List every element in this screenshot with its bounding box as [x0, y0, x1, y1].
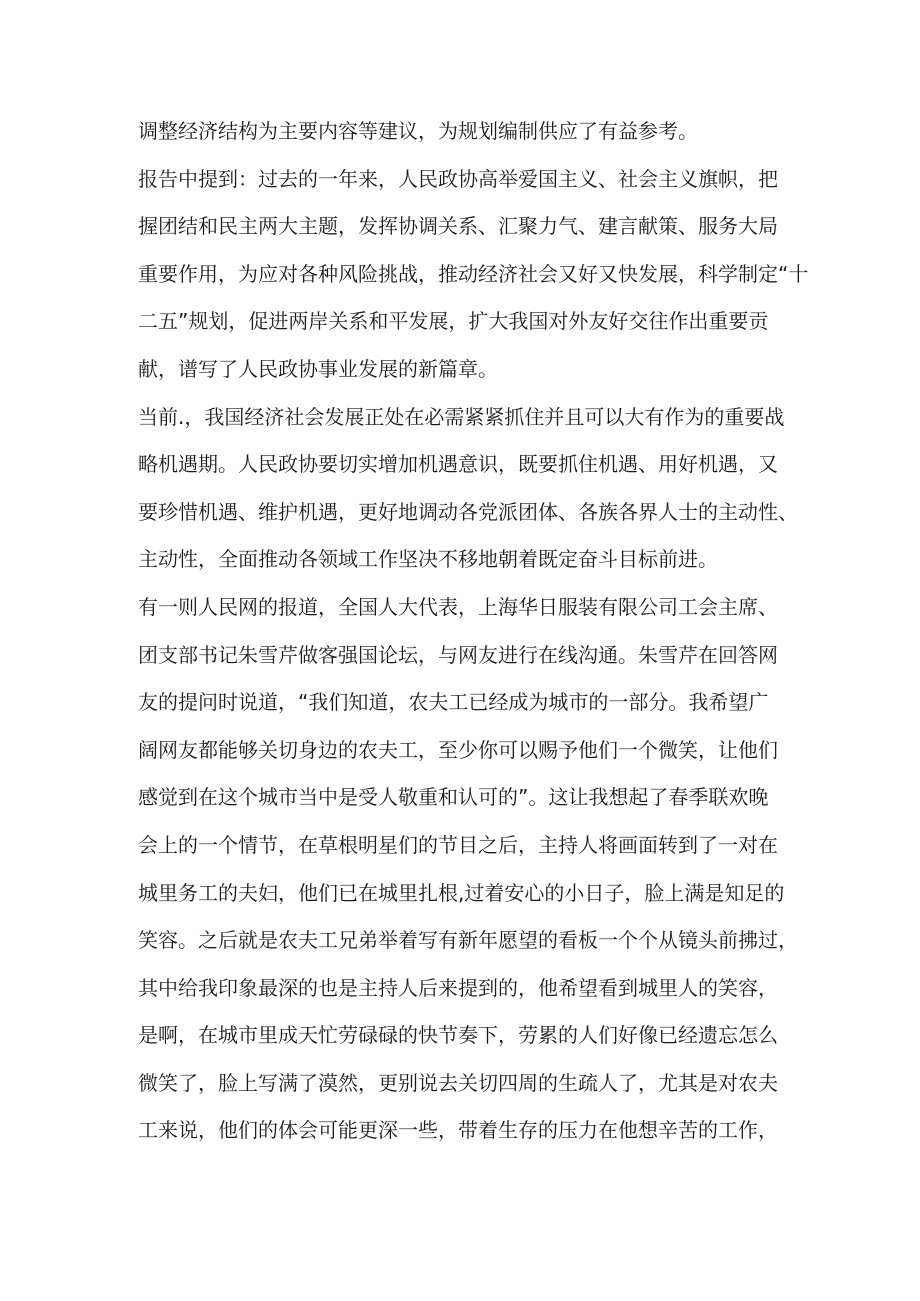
text-line: 二五”规划，促进两岸关系和平发展，扩大我国对外友好交往作出重要贡 [138, 309, 769, 334]
text-line: 当前.，我国经济社会发展正处在必需紧紧抓住并且可以大有作为的重要战 [138, 404, 785, 429]
text-line: 握团结和民主两大主题，发挥协调关系、汇聚力气、建言献策、服务大局 [138, 214, 778, 239]
text-line: 城里务工的夫妇，他们已在城里扎根,过着安心的小日子，脸上满是知足的 [138, 880, 785, 905]
text-line: 感觉到在这个城市当中是受人敬重和认可的”。这让我想起了春季联欢晚 [138, 785, 769, 810]
text-line: 报告中提到：过去的一年来，人民政协高举爱国主义、社会主义旗帜，把 [138, 166, 778, 191]
text-line: 其中给我印象最深的也是主持人后来提到的，他希望看到城里人的笑容， [138, 975, 778, 1000]
body-text [138, 108, 809, 1155]
text-line: 会上的一个情节，在草根明星们的节目之后，主持人将画面转到了一对在 [138, 832, 778, 857]
text-line: 主动性，全面推动各领域工作坚决不移地朝着既定奋斗目标前进。 [138, 547, 718, 572]
text-line: 是啊，在城市里成天忙劳碌碌的快节奏下，劳累的人们好像已经遗忘怎么 [138, 1023, 778, 1048]
text-line: 笑容。之后就是农夫工兄弟举着写有新年愿望的看板一个个从镜头前拂过， [138, 928, 798, 953]
text-line: 阔网友都能够关切身边的农夫工，至少你可以赐予他们一个微笑，让他们 [138, 737, 778, 762]
text-line: 重要作用，为应对各种风险挑战，推动经济社会又好又快发展，科学制定“十 [138, 261, 809, 286]
text-line: 团支部书记朱雪芹做客强国论坛，与网友进行在线沟通。朱雪芹在回答网 [138, 642, 778, 667]
text-line: 略机遇期。人民政协要切实增加机遇意识，既要抓住机遇、用好机遇，又 [138, 452, 778, 477]
text-line: 要珍惜机遇、维护机遇，更好地调动各党派团体、各族各界人士的主动性、 [138, 499, 798, 524]
text-line: 献，谱写了人民政协事业发展的新篇章。 [138, 356, 498, 381]
text-line: 有一则人民网的报道，全国人大代表，上海华日服装有限公司工会主席、 [138, 594, 778, 619]
text-line: 工来说，他们的体会可能更深一些，带着生存的压力在他想辛苦的工作， [138, 1118, 778, 1143]
text-line: 友的提问时说道，“我们知道，农夫工已经成为城市的一部分。我希望广 [138, 690, 769, 715]
text-line: 调整经济结构为主要内容等建议，为规划编制供应了有益参考。 [138, 119, 698, 143]
text-line: 微笑了，脸上写满了漠然，更别说去关切四周的生疏人了，尤其是对农夫 [138, 1070, 778, 1095]
